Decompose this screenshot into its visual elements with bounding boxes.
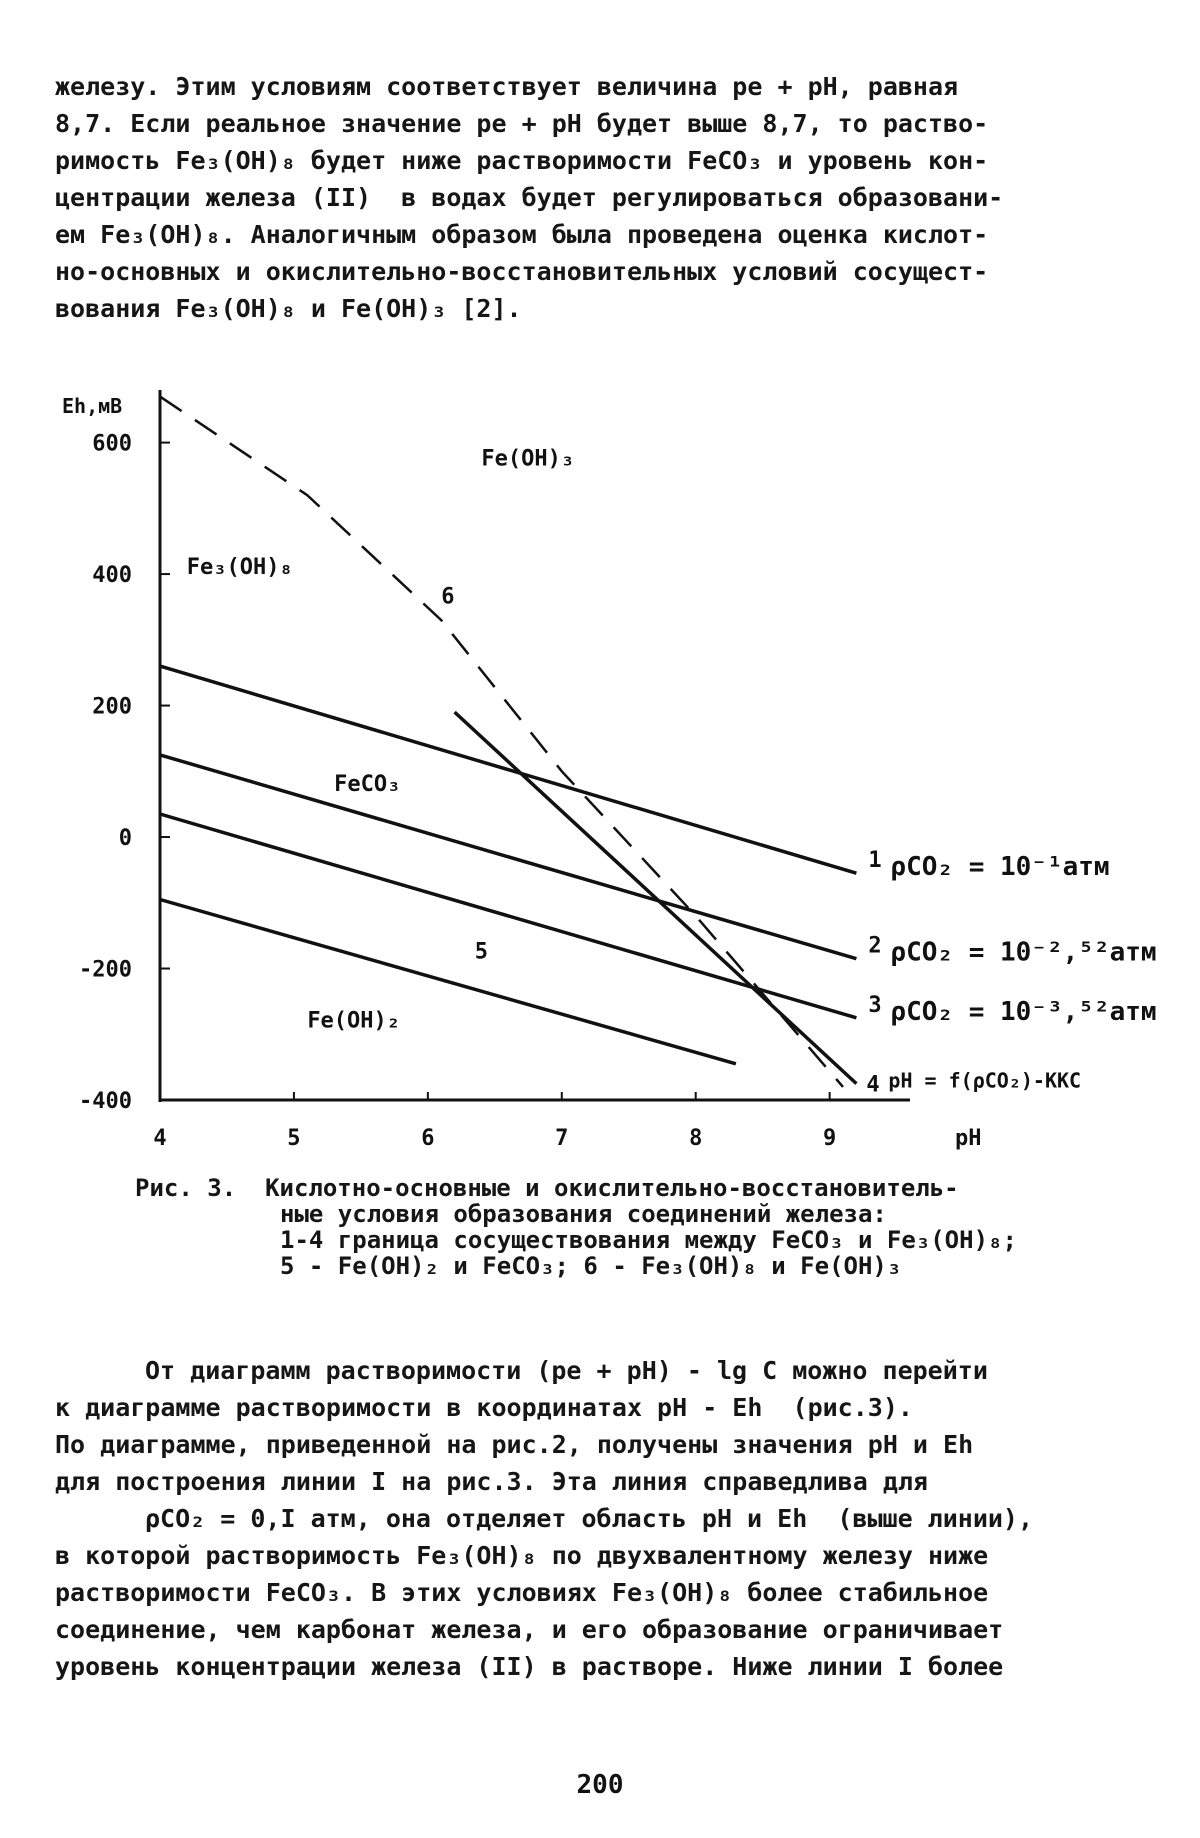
page-number: 200 — [576, 1770, 624, 1800]
series-number-label: 1 — [868, 848, 882, 874]
series-number-label: 4 — [866, 1072, 880, 1098]
text-line: По диаграмме, приведенной на рис.2, получены значения pH и Eh — [55, 1430, 974, 1459]
y-tick-label: -400 — [79, 1089, 132, 1114]
text-line: к диаграмме растворимости в координатах pH - Eh (рис.3). — [55, 1393, 913, 1422]
series-annotation: ρCO₂ = 10⁻²,⁵²атм — [890, 937, 1157, 968]
region-label-fe3oh8: Fe₃(OH)₈ — [186, 555, 293, 581]
caption-text: Кислотно-основные и окислительно-восстановитель- — [265, 1174, 959, 1202]
x-tick-label: 6 — [421, 1126, 435, 1151]
text-line: 8,7. Если реальное значение pe + pH будет выше 8,7, то раство- — [55, 109, 989, 138]
chart-ticks — [79, 432, 836, 1151]
y-axis-label: Eh,мВ — [62, 394, 123, 418]
caption-label: Рис. 3. — [135, 1174, 237, 1202]
series-annotation: ρCO₂ = 10⁻³,⁵²атм — [890, 996, 1157, 1027]
x-tick-label: 9 — [823, 1126, 837, 1151]
chart-series — [160, 397, 856, 1087]
series-line-5 — [160, 900, 736, 1064]
x-tick-label: 4 — [153, 1126, 167, 1151]
y-tick-label: 0 — [118, 826, 132, 852]
series-number-label: 6 — [441, 584, 455, 610]
caption-line: ные условия образования соединений железа: — [280, 1200, 887, 1228]
x-tick-label: 5 — [287, 1126, 301, 1151]
y-tick-label: 200 — [92, 694, 132, 720]
text-line: ρCO₂ = 0,I атм, она отделяет область pH и Eh (выше линии), — [145, 1504, 1034, 1533]
series-line-1 — [160, 666, 856, 873]
bottom-paragraph — [55, 1352, 1125, 1685]
caption-line — [135, 1175, 1135, 1201]
text-line: для построения линии I на рис.3. Эта линия справедлива для — [55, 1467, 928, 1496]
y-tick-label: 600 — [92, 431, 132, 457]
text-line: соединение, чем карбонат железа, и его образование ограничивает — [55, 1615, 1004, 1644]
y-tick-label: -200 — [79, 957, 132, 983]
text-line: центрации железа (II) в водах будет регулироваться образовани- — [55, 183, 1004, 212]
text-line: но-основных и окислительно-восстановительных условий сосущест- — [55, 257, 989, 286]
text-line: вования Fe₃(OH)₈ и Fe(OH)₃ [2]. — [55, 294, 522, 323]
series-number-label: 2 — [868, 933, 882, 959]
text-line: От диаграмм растворимости (pe + pH) - lg C можно перейти — [145, 1356, 988, 1385]
region-label-feoh3: Fe(OH)₃ — [481, 446, 575, 472]
text-line: в которой растворимость Fe₃(OH)₈ по двухвалентному железу ниже — [55, 1541, 989, 1570]
region-label-feco3: FeCO₃ — [334, 772, 401, 798]
series-annotation: pH = f(ρCO₂)-ККС — [888, 1068, 1082, 1093]
text-line: уровень концентрации железа (II) в растворе. Ниже линии I более — [55, 1652, 1004, 1681]
x-tick-label: 8 — [689, 1126, 703, 1151]
eh-ph-diagram — [0, 385, 1200, 1155]
caption-line: 5 - Fe(OH)₂ и FeCO₃; 6 - Fe₃(OH)₈ и Fe(OH)₃ — [280, 1252, 902, 1280]
text-line: растворимости FeCO₃. В этих условиях Fe₃(OH)₈ более стабильное — [55, 1578, 989, 1607]
figure-caption — [135, 1175, 1135, 1279]
region-label-feoh2: Fe(OH)₂ — [307, 1008, 401, 1034]
y-tick-label: 400 — [92, 563, 132, 589]
series-line-4 — [455, 712, 857, 1084]
text-line: железу. Этим условиям соответствует величина pe + pH, равная — [55, 72, 959, 101]
text-line: римость Fe₃(OH)₈ будет ниже растворимости FeCO₃ и уровень кон- — [55, 146, 989, 175]
chart-axes — [160, 390, 910, 1102]
series-number-label: 3 — [868, 992, 882, 1018]
x-tick-label: 7 — [555, 1126, 569, 1151]
caption-line: 1-4 граница сосуществования между FeCO₃ и Fe₃(OH)₈; — [280, 1226, 1017, 1254]
text-line: ем Fe₃(OH)₈. Аналогичным образом была проведена оценка кислот- — [55, 220, 989, 249]
top-paragraph — [55, 68, 1125, 327]
series-number-label: 5 — [474, 939, 488, 965]
x-axis-label: pH — [955, 1126, 982, 1151]
series-annotation: ρCO₂ = 10⁻¹атм — [890, 852, 1110, 883]
